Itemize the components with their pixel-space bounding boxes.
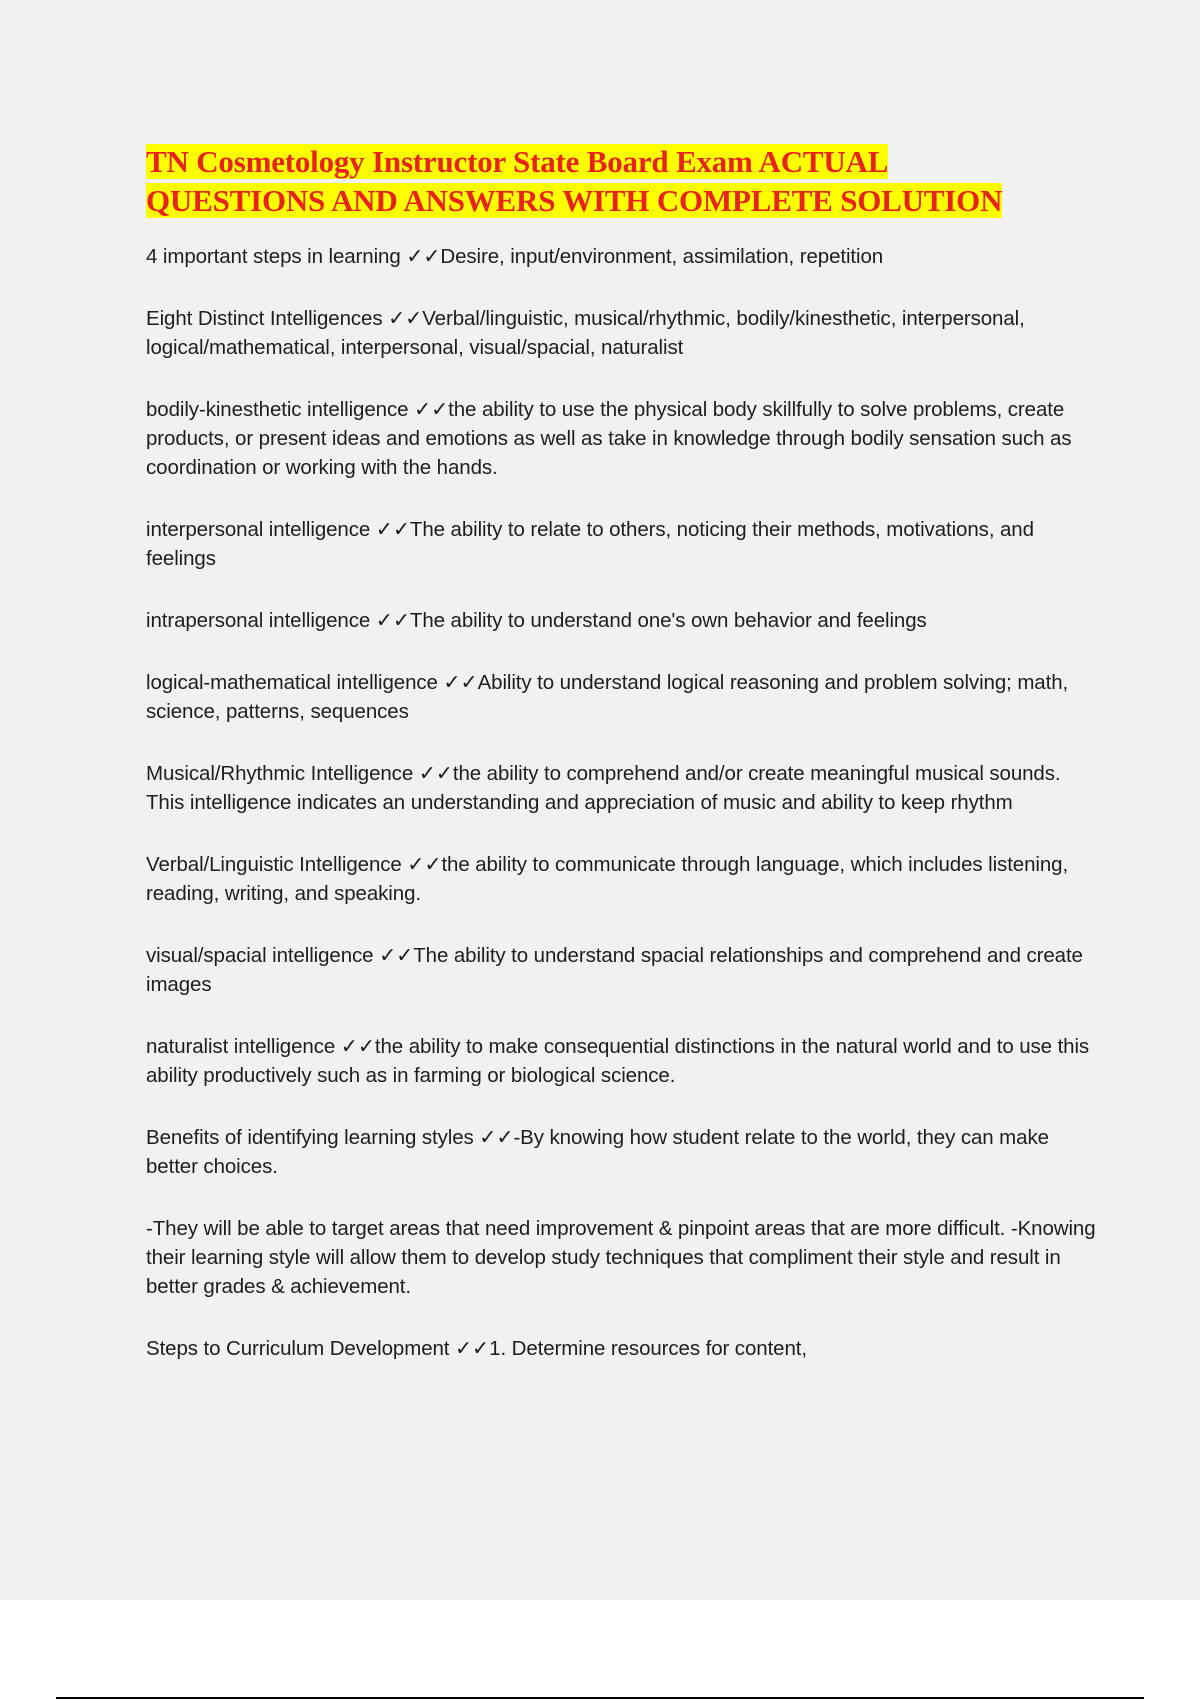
document-content [146, 142, 1096, 1396]
qa-entry: naturalist intelligence ✓✓the ability to make consequential distinctions in the natural world and to use this ability productively such as in farming or biological science. [146, 1035, 1090, 1087]
qa-entry: Benefits of identifying learning styles ✓✓-By knowing how student relate to the world, they can make better choices. [146, 1126, 1049, 1178]
document-title [146, 142, 1086, 220]
qa-entry: 4 important steps in learning ✓✓Desire, input/environment, assimilation, repetition [146, 245, 884, 268]
qa-entry: interpersonal intelligence ✓✓The ability to relate to others, noticing their methods, motivations, and feelings [146, 518, 1034, 570]
qa-entry: bodily-kinesthetic intelligence ✓✓the ability to use the physical body skillfully to solve problems, create products, or present ideas and emotions as well as take in knowledge through bodily sensation such as coordination or working with the hands. [146, 398, 1072, 479]
qa-entry: Musical/Rhythmic Intelligence ✓✓the ability to comprehend and/or create meaningful musical sounds. This intelligence indicates an understanding and appreciation of music and ability to keep rhythm [146, 762, 1061, 814]
qa-entry: intrapersonal intelligence ✓✓The ability to understand one's own behavior and feelings [146, 609, 927, 632]
qa-entry: Steps to Curriculum Development ✓✓1. Determine resources for content, [146, 1337, 807, 1360]
qa-entry: Verbal/Linguistic Intelligence ✓✓the ability to communicate through language, which includes listening, reading, writing, and speaking. [146, 853, 1069, 905]
qa-entry: visual/spacial intelligence ✓✓The ability to understand spacial relationships and comprehend and create images [146, 944, 1083, 996]
qa-entry: Eight Distinct Intelligences ✓✓Verbal/linguistic, musical/rhythmic, bodily/kinesthetic, interpersonal, logical/mathematical, interpersonal, visual/spacial, naturalist [146, 307, 1025, 359]
title-line-1: TN Cosmetology Instructor State Board Exam ACTUAL [146, 144, 889, 179]
qa-entry: logical-mathematical intelligence ✓✓Ability to understand logical reasoning and problem solving; math, science, patterns, sequences [146, 671, 1069, 723]
qa-entry: -They will be able to target areas that need improvement & pinpoint areas that are more difficult. -Knowing their learning style will allow them to develop study techniques that compliment their style and result in better grades & achievement. [146, 1217, 1096, 1298]
footer-divider [56, 1697, 1144, 1699]
title-line-2: QUESTIONS AND ANSWERS WITH COMPLETE SOLUTION [146, 183, 1003, 218]
